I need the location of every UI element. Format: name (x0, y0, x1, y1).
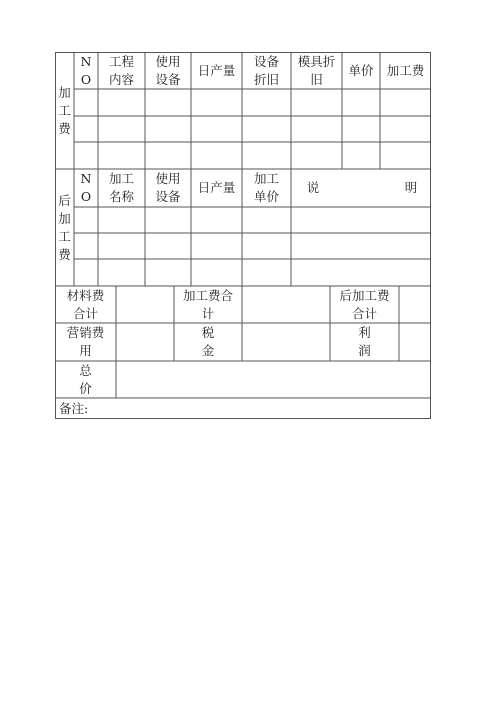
header-line: 设备 (253, 53, 279, 69)
side-char: 费 (58, 246, 71, 262)
label-line: 后加工费 (339, 287, 390, 303)
header-line: 模具折 (297, 53, 336, 69)
label-line: 价 (79, 380, 92, 396)
header-line: 设备 (155, 189, 181, 204)
post-header-unit-price (242, 169, 291, 207)
label-line: 税 (201, 325, 215, 340)
header-line: 内容 (108, 71, 134, 87)
post-header-equipment (145, 169, 191, 207)
header-line: 使用 (155, 53, 181, 69)
header-line: 工程 (108, 53, 134, 69)
label-line: 用 (79, 343, 92, 358)
header-process-content (98, 52, 145, 89)
side-char: 加 (58, 210, 71, 226)
header-line: 加工 (108, 171, 134, 186)
post-header-description-left: 说 (306, 180, 320, 195)
side-char: 后 (58, 192, 71, 208)
header-daily-output: 日产量 (197, 62, 236, 78)
label-line: 合计 (72, 305, 98, 321)
label-line: 利 (358, 325, 371, 340)
header-line: 单价 (253, 189, 279, 204)
header-line: 旧 (310, 71, 323, 87)
remarks-label: 备注: (59, 400, 89, 416)
header-no (74, 52, 98, 89)
post-header-description-right: 明 (404, 180, 418, 195)
header-line: O (80, 189, 92, 204)
material-total-label (55, 286, 116, 323)
header-equipment (145, 52, 191, 89)
header-line: N (80, 171, 92, 186)
label-line: 计 (201, 305, 215, 321)
header-mold-depreciation (291, 52, 342, 89)
processing-side-label (55, 52, 74, 169)
label-line: 润 (358, 343, 371, 358)
side-char: 工 (58, 228, 71, 244)
side-char: 工 (58, 102, 71, 118)
header-line: 折旧 (253, 71, 279, 87)
post-processing-side-label (55, 169, 74, 286)
post-processing-total-label (330, 286, 399, 323)
label-line: 材料费 (66, 287, 105, 303)
header-processing-fee: 加工费 (386, 62, 425, 78)
label-line: 总 (79, 362, 92, 378)
label-line: 加工费合 (182, 287, 233, 303)
header-unit-price: 单价 (348, 62, 374, 78)
header-line: 设备 (155, 71, 181, 87)
header-line: O (80, 71, 92, 87)
marketing-cost-label (55, 323, 116, 361)
cost-form-table (55, 52, 431, 419)
profit-label (330, 323, 399, 361)
label-line: 金 (201, 343, 215, 358)
header-line: 使用 (155, 171, 181, 186)
post-header-name (98, 169, 145, 207)
label-line: 营销费 (66, 325, 105, 340)
post-header-daily-output: 日产量 (197, 180, 236, 195)
tax-label (174, 323, 242, 361)
processing-total-label (174, 286, 242, 323)
header-line: N (80, 53, 92, 69)
total-price-label (55, 361, 116, 398)
post-header-no (74, 169, 98, 207)
header-line: 名称 (108, 189, 134, 204)
header-line: 加工 (253, 171, 279, 186)
header-equipment-depreciation (242, 52, 291, 89)
label-line: 合计 (351, 305, 377, 321)
side-char: 费 (58, 120, 71, 136)
side-char: 加 (58, 84, 71, 100)
